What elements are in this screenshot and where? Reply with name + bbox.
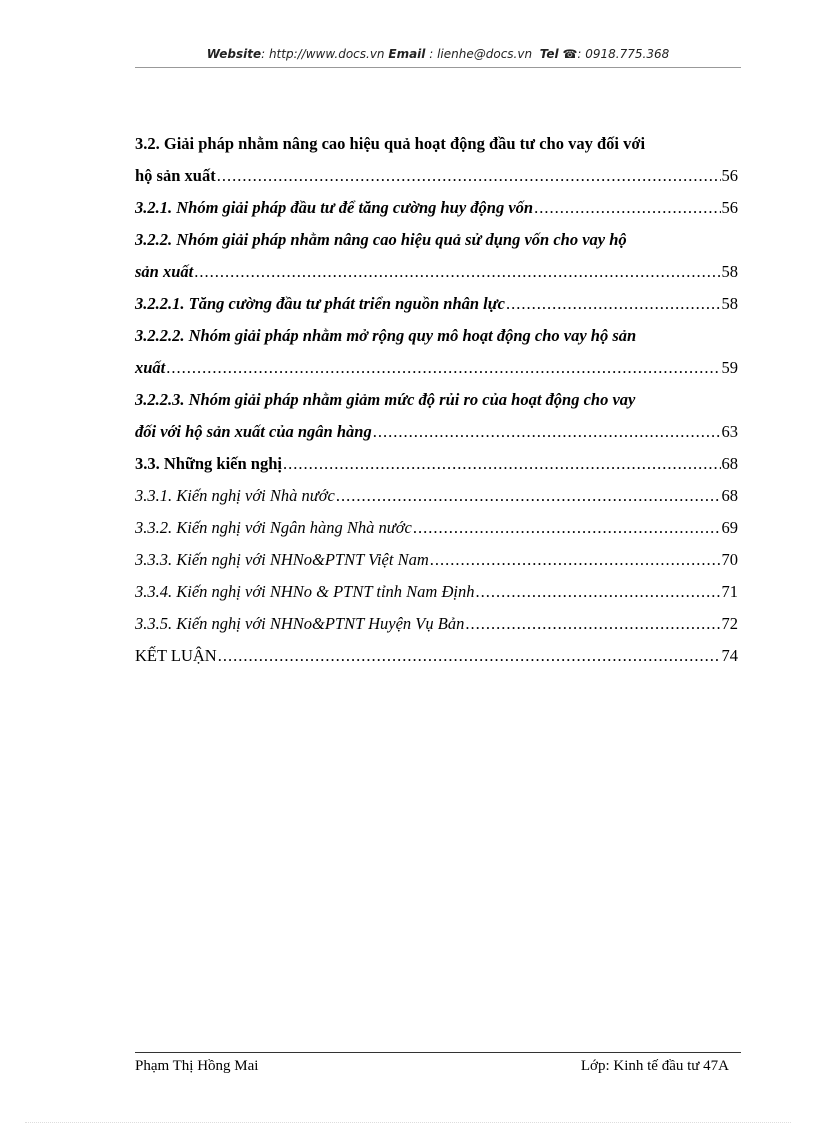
toc-dot-leader bbox=[430, 544, 721, 576]
toc-page-number: 71 bbox=[721, 582, 738, 601]
toc-dot-leader bbox=[283, 448, 721, 480]
table-of-contents bbox=[135, 128, 738, 672]
website-value: : http://www.docs.vn bbox=[261, 47, 385, 61]
toc-page-number: 68 bbox=[721, 454, 738, 473]
toc-entry-title-line: 3.2.2. Nhóm giải pháp nhằm nâng cao hiệu quả sử dụng vốn cho vay hộ bbox=[135, 230, 627, 249]
toc-entry-row bbox=[135, 256, 738, 288]
toc-entry-title: 3.2.2.1. Tăng cường đầu tư phát triển nguồn nhân lực bbox=[135, 294, 505, 313]
email-label: Email bbox=[388, 47, 426, 61]
toc-entry[interactable] bbox=[135, 224, 738, 288]
toc-dot-leader bbox=[336, 480, 721, 512]
toc-page-number: 56 bbox=[721, 166, 738, 185]
toc-entry[interactable] bbox=[135, 320, 738, 384]
toc-entry[interactable] bbox=[135, 384, 738, 448]
toc-page-number: 70 bbox=[721, 550, 738, 569]
toc-dot-leader bbox=[166, 352, 720, 384]
toc-dot-leader bbox=[506, 288, 721, 320]
toc-entry-row bbox=[135, 608, 738, 640]
toc-entry-row bbox=[135, 416, 738, 448]
toc-entry-row bbox=[135, 640, 738, 672]
toc-entry-title: hộ sản xuất bbox=[135, 166, 216, 185]
toc-dot-leader bbox=[373, 416, 721, 448]
toc-page-number: 63 bbox=[721, 422, 738, 441]
toc-page-number: 74 bbox=[721, 646, 738, 665]
toc-entry-title-line: 3.2.2.2. Nhóm giải pháp nhằm mở rộng quy mô hoạt động cho vay hộ sản bbox=[135, 326, 637, 345]
toc-entry-title: 3.3. Những kiến nghị bbox=[135, 454, 282, 473]
toc-dot-leader bbox=[194, 256, 720, 288]
toc-entry-row bbox=[135, 288, 738, 320]
toc-entry-row bbox=[135, 448, 738, 480]
toc-entry-title: 3.3.3. Kiến nghị với NHNo&PTNT Việt Nam bbox=[135, 550, 429, 569]
toc-entry-row bbox=[135, 544, 738, 576]
phone-icon: ☎ bbox=[562, 47, 578, 61]
toc-entry[interactable] bbox=[135, 512, 738, 544]
toc-entry-title-line: 3.2. Giải pháp nhằm nâng cao hiệu quả hoạt động đầu tư cho vay đối với bbox=[135, 134, 646, 153]
toc-entry-title: 3.3.1. Kiến nghị với Nhà nước bbox=[135, 486, 335, 505]
toc-page-number: 69 bbox=[721, 518, 738, 537]
toc-entry-title: đối với hộ sản xuất của ngân hàng bbox=[135, 422, 372, 441]
toc-entry-title: 3.3.4. Kiến nghị với NHNo & PTNT tỉnh Nam Định bbox=[135, 582, 475, 601]
page-footer bbox=[135, 1052, 741, 1074]
toc-page-number: 59 bbox=[721, 358, 738, 377]
toc-page-number: 56 bbox=[721, 198, 738, 217]
toc-entry[interactable] bbox=[135, 288, 738, 320]
toc-page-number: 58 bbox=[721, 262, 738, 281]
toc-entry-row bbox=[135, 576, 738, 608]
toc-entry-title: 3.3.5. Kiến nghị với NHNo&PTNT Huyện Vụ Bản bbox=[135, 614, 465, 633]
toc-entry[interactable] bbox=[135, 544, 738, 576]
toc-entry-title: 3.2.1. Nhóm giải pháp đầu tư để tăng cường huy động vốn bbox=[135, 198, 534, 217]
toc-entry[interactable] bbox=[135, 448, 738, 480]
toc-entry[interactable] bbox=[135, 608, 738, 640]
toc-entry[interactable] bbox=[135, 576, 738, 608]
toc-page-number: 58 bbox=[721, 294, 738, 313]
footer-author: Phạm Thị Hồng Mai bbox=[135, 1058, 259, 1074]
toc-entry[interactable] bbox=[135, 640, 738, 672]
email-value: : lienhe@docs.vn bbox=[429, 47, 533, 61]
toc-entry[interactable] bbox=[135, 480, 738, 512]
toc-entry-title: KẾT LUẬN bbox=[135, 646, 217, 665]
toc-dot-leader bbox=[217, 160, 721, 192]
toc-entry-row bbox=[135, 352, 738, 384]
toc-page-number: 68 bbox=[721, 486, 738, 505]
tel-label: Tel bbox=[539, 47, 559, 61]
toc-dot-leader bbox=[218, 640, 721, 672]
toc-dot-leader bbox=[465, 608, 720, 640]
toc-page-number: 72 bbox=[721, 614, 738, 633]
toc-entry-row bbox=[135, 160, 738, 192]
page-header bbox=[135, 47, 741, 68]
website-label: Website bbox=[206, 47, 262, 61]
toc-entry-row bbox=[135, 480, 738, 512]
toc-entry-title: xuất bbox=[135, 358, 166, 377]
toc-entry-title-line: 3.2.2.3. Nhóm giải pháp nhằm giảm mức độ rủi ro của hoạt động cho vay bbox=[135, 390, 636, 409]
toc-entry[interactable] bbox=[135, 192, 738, 224]
footer-class: Lớp: Kinh tế đầu tư 47A bbox=[580, 1058, 729, 1074]
toc-entry-title: 3.3.2. Kiến nghị với Ngân hàng Nhà nước bbox=[135, 518, 412, 537]
toc-dot-leader bbox=[475, 576, 720, 608]
toc-entry-row bbox=[135, 192, 738, 224]
toc-entry[interactable] bbox=[135, 128, 738, 192]
toc-entry-row bbox=[135, 512, 738, 544]
toc-dot-leader bbox=[534, 192, 720, 224]
tel-value: : 0918.775.368 bbox=[577, 47, 670, 61]
toc-dot-leader bbox=[413, 512, 721, 544]
toc-entry-title: sản xuất bbox=[135, 262, 194, 281]
